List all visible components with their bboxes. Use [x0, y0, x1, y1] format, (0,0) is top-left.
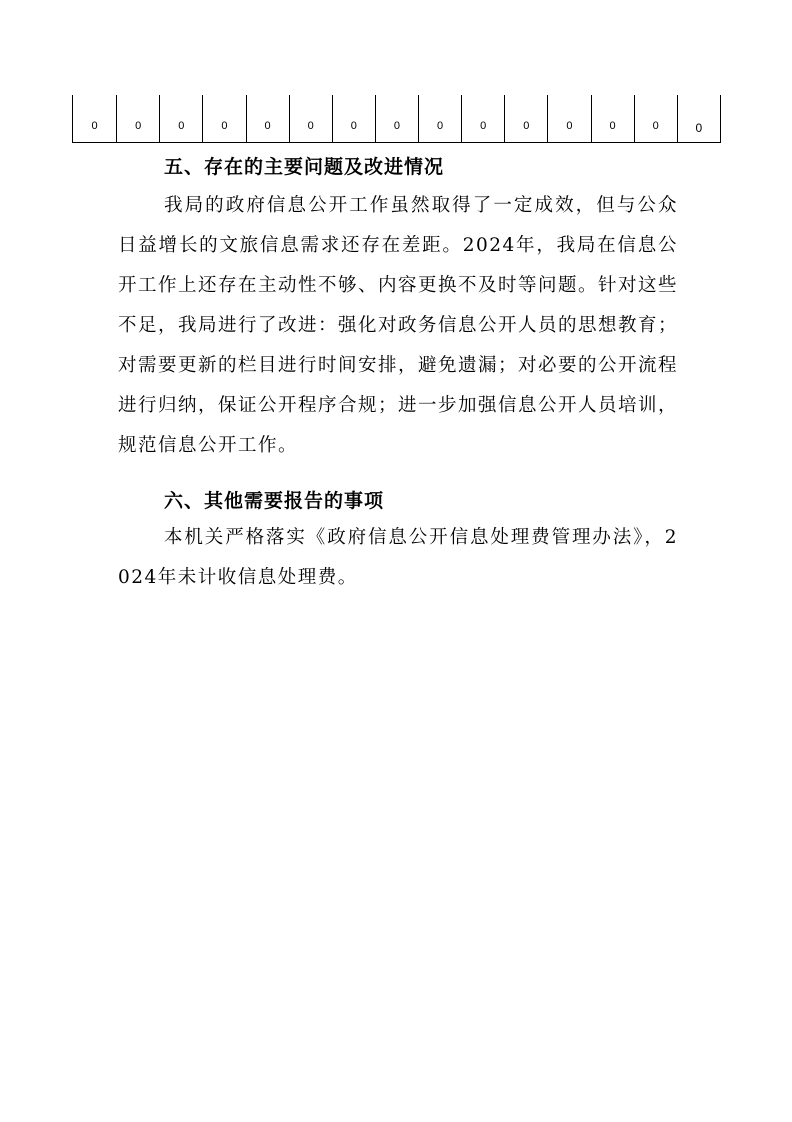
table-cell: 0	[73, 95, 117, 143]
table-cell: 0	[375, 95, 418, 143]
table-cell: 0	[677, 95, 720, 143]
table-cell: 0	[505, 95, 548, 143]
table-cell: 0	[160, 95, 203, 143]
statistics-table-fragment	[72, 95, 721, 143]
table-cell: 0	[117, 95, 160, 143]
table-cell: 0	[332, 95, 375, 143]
table-cell: 0	[591, 95, 634, 143]
table-cell: 0	[634, 95, 677, 143]
table-cell: 0	[462, 95, 505, 143]
table-cell: 0	[246, 95, 289, 143]
table-cell: 0	[419, 95, 462, 143]
table-cell: 0	[289, 95, 332, 143]
section-heading-issues-improvements: 五、存在的主要问题及改进情况	[164, 156, 445, 178]
section-paragraph-other-matters: 本机关严格落实《政府信息公开信息处理费管理办法》，2024年未计收信息处理费。	[118, 527, 678, 588]
section-heading-other-matters: 六、其他需要报告的事项	[164, 490, 385, 512]
table-cell: 0	[203, 95, 246, 143]
section-paragraph-issues-improvements: 我局的政府信息公开工作虽然取得了一定成效，但与公众日益增长的文旅信息需求还存在差距。2024年，我局在信息公开工作上还存在主动性不够、内容更换不及时等问题。针对这些不足，我局进行了改进：强化对政务信息公开人员的思想教育；对需要更新的栏目进行时间安排，避免遗漏；对必要的公开流程进行归纳，保证公开程序合规；进一步加强信息公开人员培训，规范信息公开工作。	[118, 195, 679, 456]
table-row	[73, 95, 721, 143]
table-cell: 0	[548, 95, 591, 143]
